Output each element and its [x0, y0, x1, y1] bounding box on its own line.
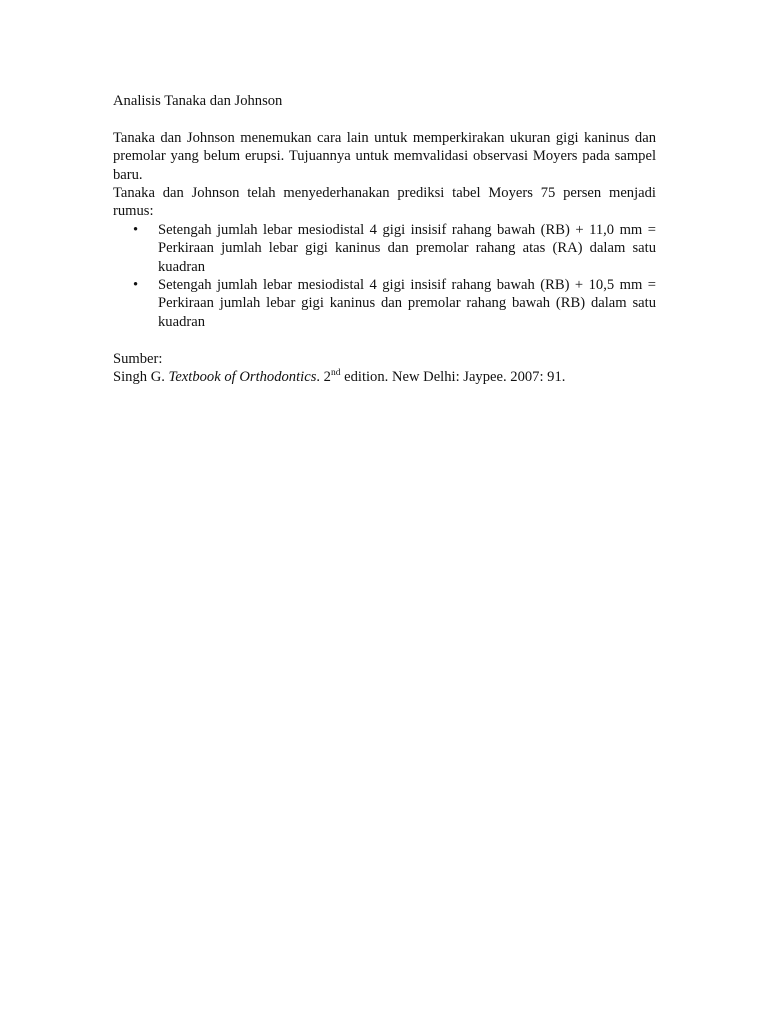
document-title: Analisis Tanaka dan Johnson [113, 93, 283, 109]
citation-rest: edition. New Delhi: Jaypee. 2007: 91. [340, 369, 566, 386]
formula-item-lower [113, 276, 656, 331]
bullet-icon: • [133, 221, 139, 238]
citation-author: Singh G. [113, 369, 169, 386]
citation-edition-number: . 2 [316, 369, 331, 386]
citation-superscript: nd [330, 368, 341, 379]
blank-line [113, 331, 656, 349]
citation [113, 368, 656, 386]
blank-line [113, 110, 656, 128]
intro-paragraph: Tanaka dan Johnson menemukan cara lain untuk memperkirakan ukuran gigi kaninus dan premolar yang belum erupsi. Tujuannya untuk memvalidasi observasi Moyers pada sampel baru. [113, 129, 656, 183]
formula-item-upper [113, 221, 656, 276]
citation-book-title: Textbook of Orthodontics [168, 369, 317, 386]
document-page [113, 92, 656, 386]
formula-list [113, 221, 656, 331]
bullet-icon: • [133, 277, 139, 294]
formula-text-lower: Setengah jumlah lebar mesiodistal 4 gigi insisif rahang bawah (RB) + 10,5 mm = Perkiraan jumlah lebar gigi kaninus dan premolar rahang bawah (RB) dalam satu kuadran [158, 277, 656, 330]
formula-text-upper: Setengah jumlah lebar mesiodistal 4 gigi insisif rahang bawah (RB) + 11,0 mm = Perkiraan jumlah lebar gigi kaninus dan premolar rahang atas (RA) dalam satu kuadran [158, 221, 656, 275]
formula-intro-paragraph: Tanaka dan Johnson telah menyederhanakan prediksi tabel Moyers 75 persen menjadi rumus: [113, 185, 656, 220]
source-label: Sumber: [113, 350, 163, 367]
